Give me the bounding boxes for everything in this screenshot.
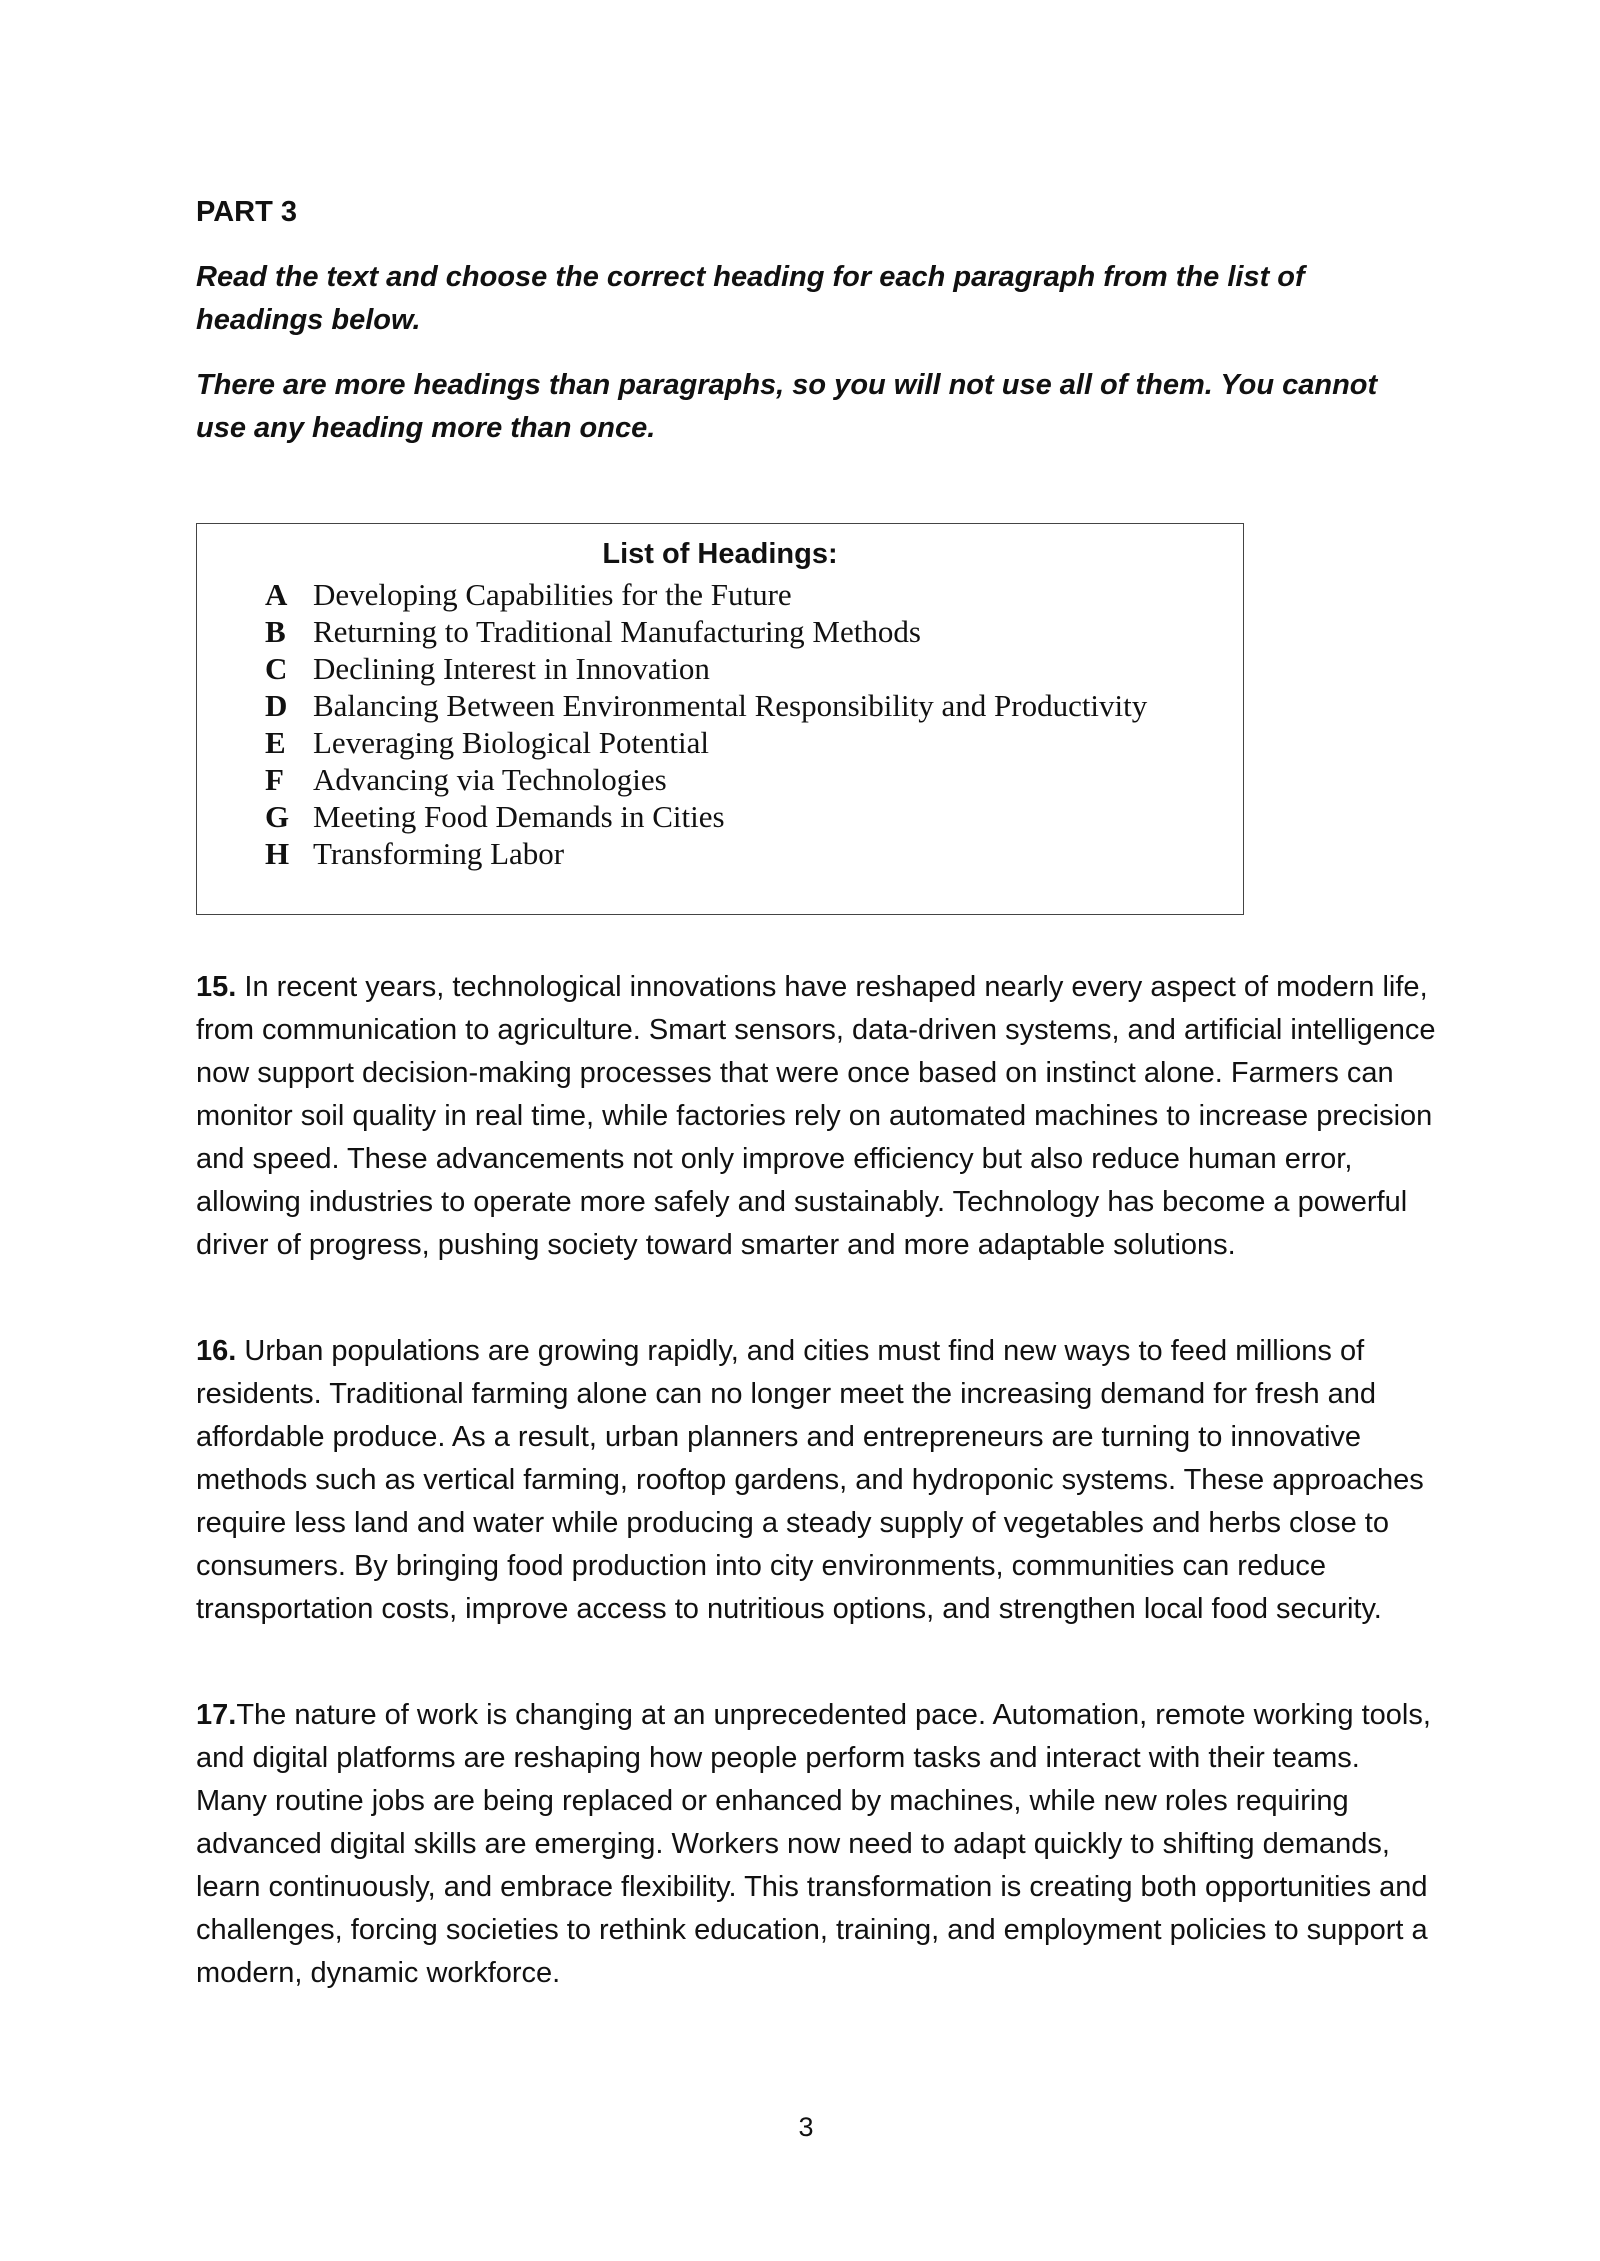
heading-letter: G bbox=[265, 799, 290, 834]
heading-item-g bbox=[265, 798, 1147, 835]
paragraph-number: 15. bbox=[196, 971, 237, 1003]
heading-text: Advancing via Technologies bbox=[313, 762, 667, 797]
instruction-line-1: Read the text and choose the correct heading for each paragraph from the list of headings below. bbox=[196, 261, 1305, 336]
headings-list bbox=[265, 576, 1147, 872]
heading-text: Developing Capabilities for the Future bbox=[313, 577, 792, 612]
headings-title: List of Headings: bbox=[602, 538, 838, 570]
heading-item-f bbox=[265, 761, 1147, 798]
headings-box bbox=[196, 523, 1244, 915]
heading-item-a bbox=[265, 576, 1147, 613]
part-title: PART 3 bbox=[196, 196, 297, 228]
paragraph-number: 17. bbox=[196, 1699, 237, 1731]
heading-text: Balancing Between Environmental Responsibility and Productivity bbox=[313, 688, 1148, 723]
paragraph-15 bbox=[196, 966, 1436, 1267]
page-number: 3 bbox=[798, 2112, 814, 2142]
heading-letter: H bbox=[265, 836, 290, 871]
paragraph-16 bbox=[196, 1330, 1436, 1631]
heading-text: Meeting Food Demands in Cities bbox=[313, 799, 725, 834]
heading-item-h bbox=[265, 835, 1147, 872]
paragraph-text: Urban populations are growing rapidly, and cities must find new ways to feed millions of residents. Traditional farming alone can no longer meet the increasing demand for fresh and affordable produce. As a result, urban planners and entrepreneurs are turning to innovative methods such as vertical farming, rooftop gardens, and hydroponic systems. These approaches require less land and water while producing a steady supply of vegetables and herbs close to consumers. By bringing food production into city environments, communities can reduce transportation costs, improve access to nutritious options, and strengthen local food security. bbox=[196, 1335, 1424, 1625]
heading-item-e bbox=[265, 724, 1147, 761]
heading-text: Returning to Traditional Manufacturing Methods bbox=[313, 614, 921, 649]
paragraph-17 bbox=[196, 1694, 1436, 1995]
heading-item-d bbox=[265, 687, 1147, 724]
heading-item-b bbox=[265, 613, 1147, 650]
heading-letter: C bbox=[265, 651, 288, 686]
heading-letter: F bbox=[265, 762, 284, 797]
heading-text: Leveraging Biological Potential bbox=[313, 725, 710, 760]
heading-letter: E bbox=[265, 725, 286, 760]
instruction-line-2: There are more headings than paragraphs, so you will not use all of them. You cannot use any heading more than once. bbox=[196, 369, 1378, 444]
paragraph-text: In recent years, technological innovations have reshaped nearly every aspect of modern life, from communication to agriculture. Smart sensors, data-driven systems, and artificial intelligence now support decision-making processes that were once based on instinct alone. Farmers can monitor soil quality in real time, while factories rely on automated machines to increase precision and speed. These advancements not only improve efficiency but also reduce human error, allowing industries to operate more safely and sustainably. Technology has become a powerful driver of progress, pushing society toward smarter and more adaptable solutions. bbox=[196, 971, 1436, 1261]
paragraph-number: 16. bbox=[196, 1335, 237, 1367]
heading-letter: D bbox=[265, 688, 288, 723]
heading-letter: B bbox=[265, 614, 286, 649]
heading-text: Transforming Labor bbox=[313, 836, 565, 871]
paragraph-text: The nature of work is changing at an unprecedented pace. Automation, remote working tools, and digital platforms are reshaping how people perform tasks and interact with their teams. Many routine jobs are being replaced or enhanced by machines, while new roles requiring advanced digital skills are emerging. Workers now need to adapt quickly to shifting demands, learn continuously, and embrace flexibility. This transformation is creating both opportunities and challenges, forcing societies to rethink education, training, and employment policies to support a modern, dynamic workforce. bbox=[196, 1699, 1431, 1989]
heading-text: Declining Interest in Innovation bbox=[313, 651, 710, 686]
heading-letter: A bbox=[265, 577, 288, 612]
heading-item-c bbox=[265, 650, 1147, 687]
